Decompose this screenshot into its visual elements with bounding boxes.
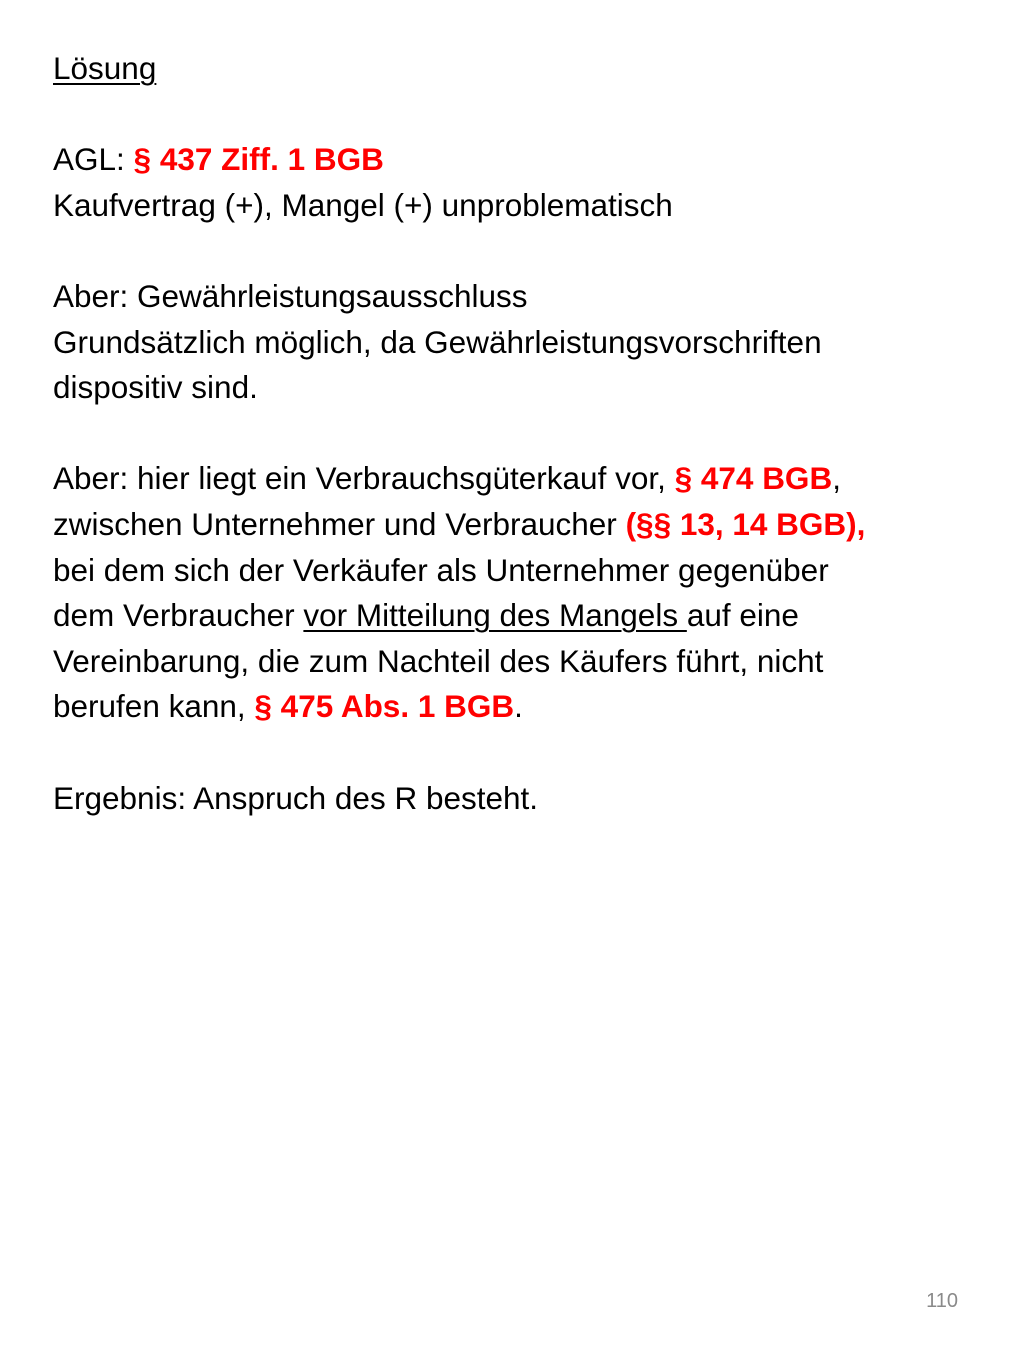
slide-body bbox=[53, 46, 1003, 821]
verbrauch-post-4: auf eine bbox=[686, 597, 799, 634]
verbrauch-end-1: , bbox=[832, 460, 841, 497]
verbrauch-pre-4: dem Verbraucher bbox=[53, 597, 304, 634]
agl-label: AGL: bbox=[53, 141, 134, 178]
verbrauch-text-1: Aber: hier liegt ein Verbrauchsgüterkauf vor, bbox=[53, 460, 675, 497]
ausschluss-line-2: Grundsätzlich möglich, da Gewährleistungsvorschriften bbox=[53, 323, 822, 360]
kaufvertrag-line: Kaufvertrag (+), Mangel (+) unproblematisch bbox=[53, 186, 673, 223]
reference-13-14: (§§ 13, 14 BGB), bbox=[625, 505, 866, 542]
agl-reference: § 437 Ziff. 1 BGB bbox=[133, 141, 384, 178]
verbrauch-line-6 bbox=[53, 684, 1003, 730]
solution-heading: Lösung bbox=[53, 50, 157, 86]
verbrauch-end-6: . bbox=[514, 688, 523, 725]
reference-474: § 474 BGB bbox=[674, 460, 833, 497]
spacer bbox=[53, 730, 1003, 776]
verbrauch-text-2: zwischen Unternehmer und Verbraucher bbox=[53, 505, 626, 542]
verbrauch-line-4 bbox=[53, 593, 1003, 639]
ausschluss-line-3: dispositiv sind. bbox=[53, 369, 258, 406]
agl-line bbox=[53, 137, 1003, 183]
verbrauch-line-1 bbox=[53, 456, 1003, 502]
verbrauch-text-6: berufen kann, bbox=[53, 688, 255, 725]
verbrauch-line-2 bbox=[53, 502, 1003, 548]
page-number: 110 bbox=[926, 1290, 958, 1312]
spacer bbox=[53, 411, 1003, 457]
verbrauch-line-3: bei dem sich der Verkäufer als Unternehmer gegenüber bbox=[53, 551, 829, 588]
reference-475: § 475 Abs. 1 BGB bbox=[254, 688, 515, 725]
underlined-phrase: vor Mitteilung des Mangels bbox=[303, 597, 687, 634]
spacer bbox=[53, 228, 1003, 274]
spacer bbox=[53, 92, 1003, 138]
verbrauch-line-5: Vereinbarung, die zum Nachteil des Käufers führt, nicht bbox=[53, 642, 824, 679]
ausschluss-line-1: Aber: Gewährleistungsausschluss bbox=[53, 277, 528, 314]
result-line: Ergebnis: Anspruch des R besteht. bbox=[53, 779, 539, 816]
